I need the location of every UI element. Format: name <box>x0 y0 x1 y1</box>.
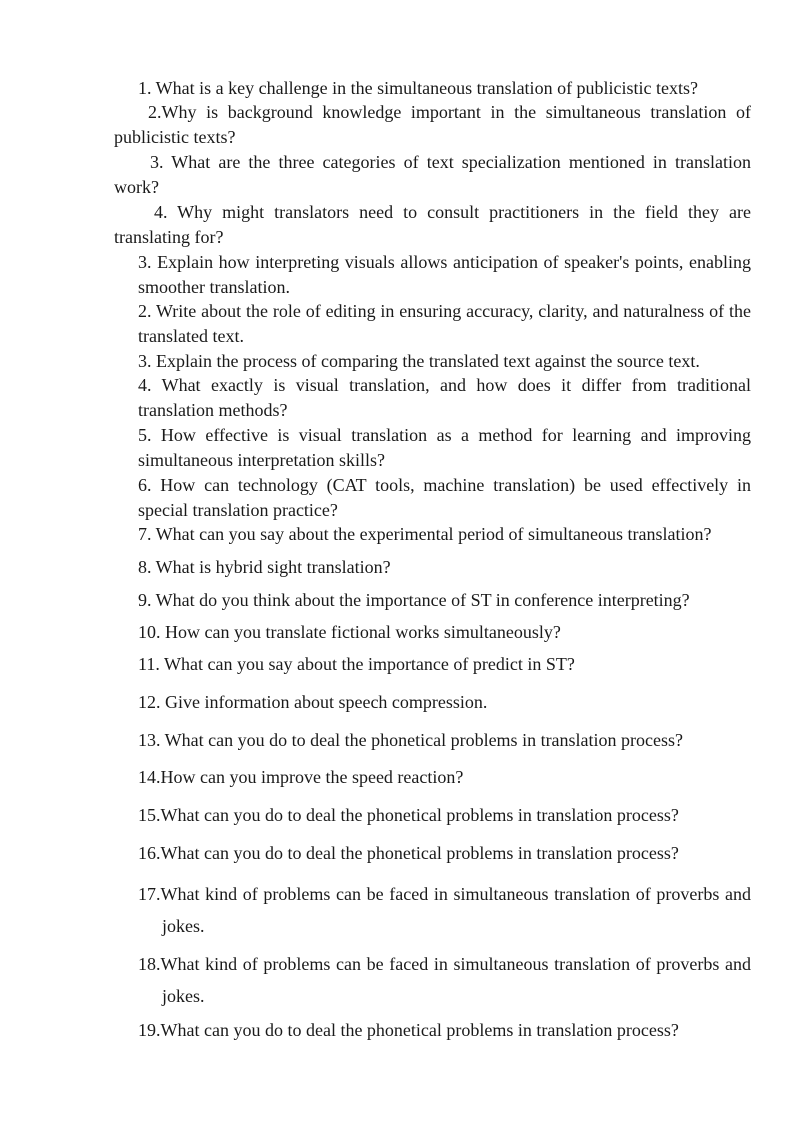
question-item: 7. What can you say about the experimental period of simultaneous translation? <box>138 524 712 544</box>
question-item: 13. What can you do to deal the phonetical problems in translation process? <box>138 730 684 750</box>
question-item: 12. Give information about speech compression. <box>138 692 488 712</box>
question-item: 8. What is hybrid sight translation? <box>138 557 391 577</box>
question-item: 3. Explain the process of comparing the translated text against the source text. <box>138 351 700 371</box>
question-item: 1. What is a key challenge in the simultaneous translation of publicistic texts? <box>138 78 699 98</box>
question-item: 2. Write about the role of editing in ensuring accuracy, clarity, and naturalness of the translated text. <box>138 301 751 346</box>
question-item: 6. How can technology (CAT tools, machine translation) be used effectively in special translation practice? <box>138 475 751 520</box>
question-item: 9. What do you think about the importance of ST in conference interpreting? <box>138 590 690 610</box>
question-item: 18.What kind of problems can be faced in simultaneous translation of proverbs and jokes. <box>138 954 751 1006</box>
question-item: 4. What exactly is visual translation, and how does it differ from traditional translation methods? <box>138 375 751 420</box>
question-item: 19.What can you do to deal the phonetical problems in translation process? <box>138 1020 679 1040</box>
question-item: 10. How can you translate fictional works simultaneously? <box>138 622 561 642</box>
question-item: 4. Why might translators need to consult practitioners in the field they are translating for? <box>114 202 751 247</box>
question-item: 3. Explain how interpreting visuals allows anticipation of speaker's points, enabling smoother translation. <box>138 252 751 297</box>
question-item: 17.What kind of problems can be faced in simultaneous translation of proverbs and jokes. <box>138 884 751 936</box>
question-item: 14.How can you improve the speed reaction? <box>138 767 464 787</box>
question-item: 2.Why is background knowledge important in the simultaneous translation of publicistic texts? <box>114 102 751 147</box>
question-item: 15.What can you do to deal the phonetical problems in translation process? <box>138 805 679 825</box>
question-item: 3. What are the three categories of text specialization mentioned in translation work? <box>114 152 751 197</box>
question-item: 16.What can you do to deal the phonetical problems in translation process? <box>138 843 679 863</box>
question-item: 11. What can you say about the importance of predict in ST? <box>138 654 575 674</box>
question-item: 5. How effective is visual translation as a method for learning and improving simultaneous interpretation skills? <box>138 425 751 470</box>
